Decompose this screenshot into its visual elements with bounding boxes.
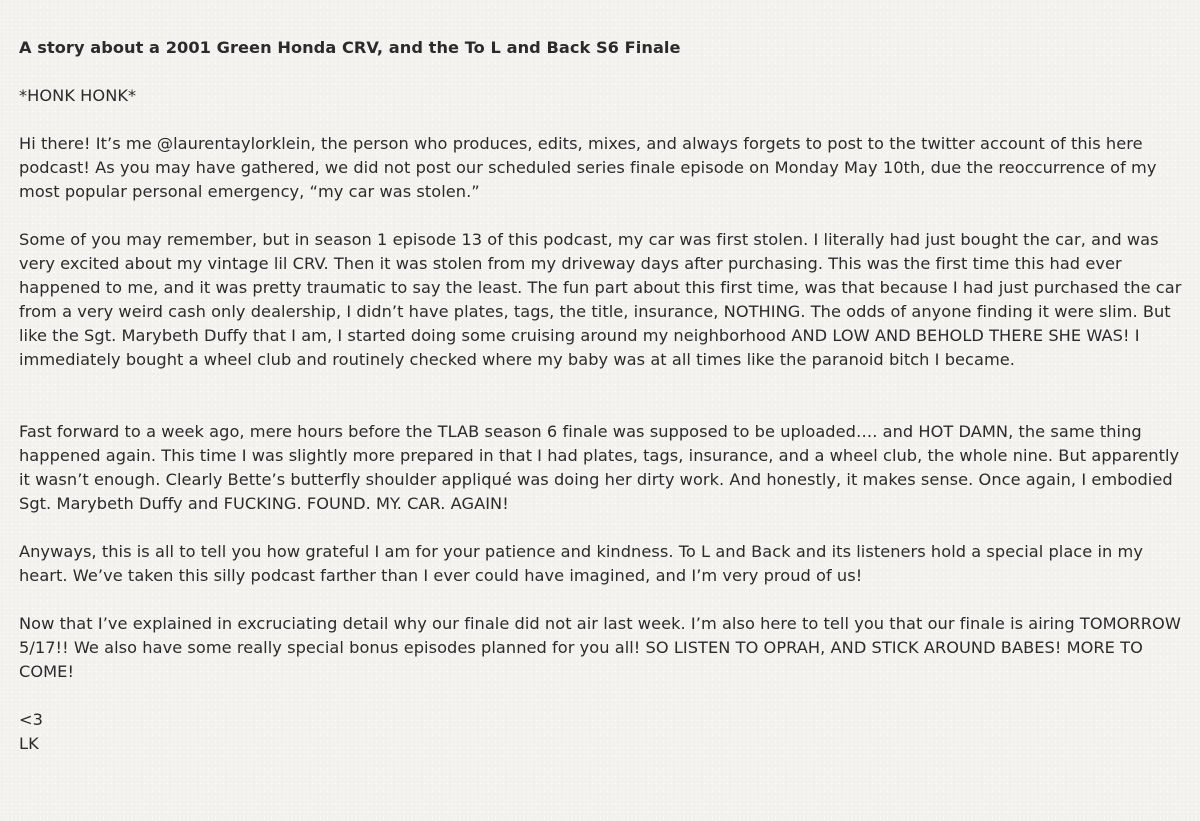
paragraph-second-theft: Fast forward to a week ago, mere hours before the TLAB season 6 finale was supposed to be uploaded…. and HOT DAMN, the same thing happened again. This time I was slightly more prepared in that I had plates, tags, insurance, and a wheel club, the whole nine. But apparently it wasn’t enough. Clearly Bette’s butterfly shoulder appliqué was doing her dirty work. And honestly, it makes sense. Once again, I embodied Sgt. Marybeth Duffy and FUCKING. FOUND. MY. CAR. AGAIN! [19, 422, 1180, 513]
signoff-heart: <3 [19, 710, 43, 729]
paragraph-first-theft: Some of you may remember, but in season 1 episode 13 of this podcast, my car was first stolen. I literally had just bought the car, and was very excited about my vintage lil CRV. Then it was stolen from my driveway days after purchasing. This was the first time this had ever happened to me, and it was pretty traumatic to say the least. The fun part about this first time, was that because I had just purchased the car from a very weird cash only dealership, I didn’t have plates, tags, the title, insurance, NOTHING. The odds of anyone finding it were slim. But like the Sgt. Marybeth Duffy that I am, I started doing some cruising around my neighborhood AND LOW AND BEHOLD THERE SHE WAS! I immediately bought a wheel club and routinely checked where my baby was at all times like the paranoid bitch I became. [19, 230, 1182, 369]
paragraph-honk: *HONK HONK* [19, 86, 137, 105]
note-body [19, 36, 1184, 756]
paragraph-finale-announcement: Now that I’ve explained in excruciating detail why our finale did not air last week. I’m also here to tell you that our finale is airing TOMORROW 5/17!! We also have some really special bonus episodes planned for you all! SO LISTEN TO OPRAH, AND STICK AROUND BABES! MORE TO COME! [19, 614, 1181, 681]
signoff-initials: LK [19, 734, 39, 753]
paragraph-spacer [19, 396, 1184, 420]
note-title: A story about a 2001 Green Honda CRV, and the To L and Back S6 Finale [19, 38, 681, 57]
paragraph-gratitude: Anyways, this is all to tell you how grateful I am for your patience and kindness. To L and Back and its listeners hold a special place in my heart. We’ve taken this silly podcast farther than I ever could have imagined, and I’m very proud of us! [19, 542, 1143, 585]
paragraph-intro: Hi there! It’s me @laurentaylorklein, the person who produces, edits, mixes, and always forgets to post to the twitter account of this here podcast! As you may have gathered, we did not post our scheduled series finale episode on Monday May 10th, due the reoccurrence of my most popular personal emergency, “my car was stolen.” [19, 134, 1157, 201]
